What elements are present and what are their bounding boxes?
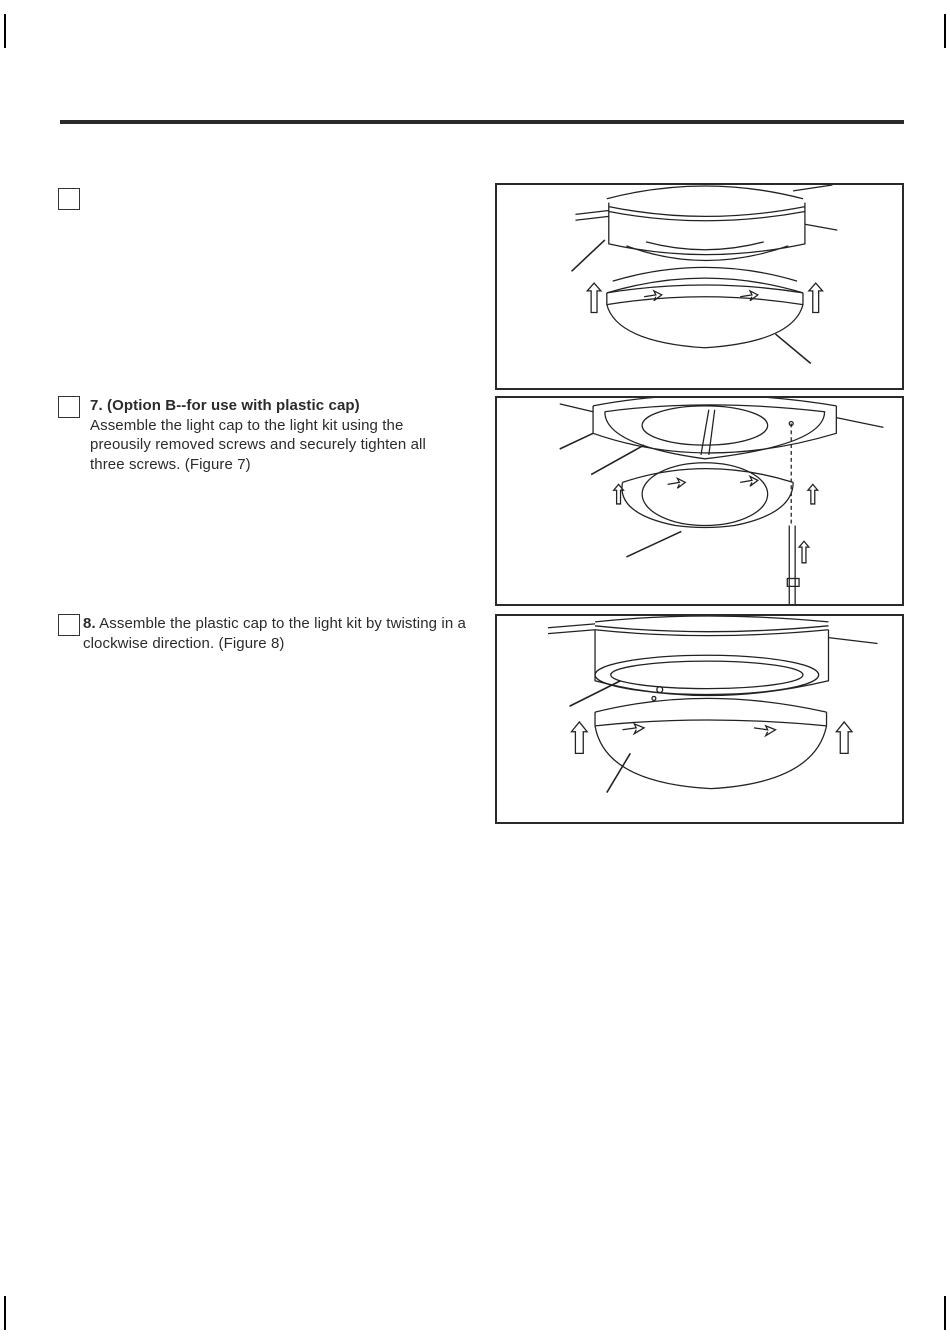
step-checkbox-3[interactable]: [58, 614, 80, 636]
step-7-text: [90, 396, 470, 474]
crop-mark-bottom-right: [944, 1296, 946, 1330]
figure-7-illustration: [495, 396, 904, 606]
light-kit-drawing-7: [497, 398, 902, 604]
step-8-text: [83, 614, 478, 653]
figure-8-illustration: [495, 614, 904, 824]
light-kit-drawing-6: [497, 185, 902, 388]
step-7-line-1: Assemble the light cap to the light kit using the: [90, 416, 404, 434]
header-rule: [60, 120, 904, 124]
step-7-title: 7. (Option B--for use with plastic cap): [90, 397, 360, 414]
crop-mark-bottom-left: [4, 1296, 6, 1330]
figure-6-illustration: [495, 183, 904, 390]
step-8-number: 8.: [83, 615, 96, 632]
step-7-line-2: preousily removed screws and securely tighten all: [90, 436, 426, 453]
step-checkbox-2[interactable]: [58, 396, 80, 418]
step-7-line-3: three screws. (Figure 7): [90, 455, 251, 473]
crop-mark-top-right: [944, 14, 946, 48]
light-kit-drawing-8: [497, 616, 902, 822]
crop-mark-top-left: [4, 14, 6, 48]
step-checkbox-1[interactable]: [58, 188, 80, 210]
step-8-instruction: Assemble the plastic cap to the light kit by twisting in a clockwise direction. (Figure 8): [83, 615, 466, 652]
